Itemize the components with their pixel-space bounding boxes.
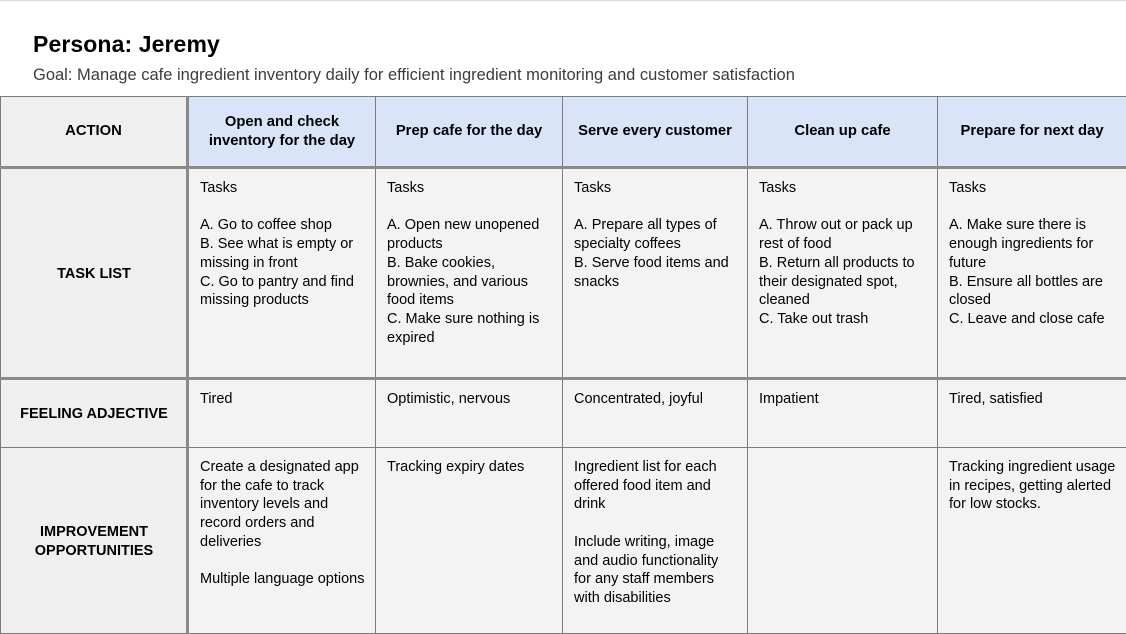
stage-header: Prep cafe for the day — [376, 97, 563, 168]
stage-header: Clean up cafe — [748, 97, 938, 168]
stage-header: Prepare for next day — [938, 97, 1126, 168]
journey-map-table — [0, 96, 1126, 634]
task-cell: Tasks A. Throw out or pack up rest of food B. Return all products to their designated spot, cleaned C. Take out trash — [748, 168, 938, 379]
stage-header: Serve every customer — [563, 97, 748, 168]
improvement-cell — [748, 448, 938, 634]
improvement-cell: Tracking expiry dates — [376, 448, 563, 634]
row-header-feeling: FEELING ADJECTIVE — [1, 379, 188, 448]
feeling-cell: Optimistic, nervous — [376, 379, 563, 448]
improvement-row — [1, 448, 1126, 634]
feeling-cell: Tired, satisfied — [938, 379, 1126, 448]
task-cell: Tasks A. Make sure there is enough ingredients for future B. Ensure all bottles are closed C. Leave and close cafe — [938, 168, 1126, 379]
persona-goal: Goal: Manage cafe ingredient inventory daily for efficient ingredient monitoring and customer satisfaction — [33, 66, 795, 84]
feeling-cell: Tired — [188, 379, 376, 448]
improvement-cell: Tracking ingredient usage in recipes, getting alerted for low stocks. — [938, 448, 1126, 634]
improvement-cell: Create a designated app for the cafe to track inventory levels and record orders and deliveries Multiple language options — [188, 448, 376, 634]
row-header-improvement: IMPROVEMENT OPPORTUNITIES — [1, 448, 188, 634]
feeling-row — [1, 379, 1126, 448]
stage-header: Open and check inventory for the day — [188, 97, 376, 168]
improvement-cell: Ingredient list for each offered food item and drink Include writing, image and audio functionality for any staff members with disabilities — [563, 448, 748, 634]
row-header-action: ACTION — [1, 97, 188, 168]
task-list-row — [1, 168, 1126, 379]
feeling-cell: Impatient — [748, 379, 938, 448]
feeling-cell: Concentrated, joyful — [563, 379, 748, 448]
persona-title: Persona: Jeremy — [33, 31, 220, 57]
action-row — [1, 97, 1126, 168]
task-cell: Tasks A. Go to coffee shop B. See what is empty or missing in front C. Go to pantry and find missing products — [188, 168, 376, 379]
task-cell: Tasks A. Prepare all types of specialty coffees B. Serve food items and snacks — [563, 168, 748, 379]
task-cell: Tasks A. Open new unopened products B. Bake cookies, brownies, and various food items C. Make sure nothing is expired — [376, 168, 563, 379]
row-header-task-list: TASK LIST — [1, 168, 188, 379]
